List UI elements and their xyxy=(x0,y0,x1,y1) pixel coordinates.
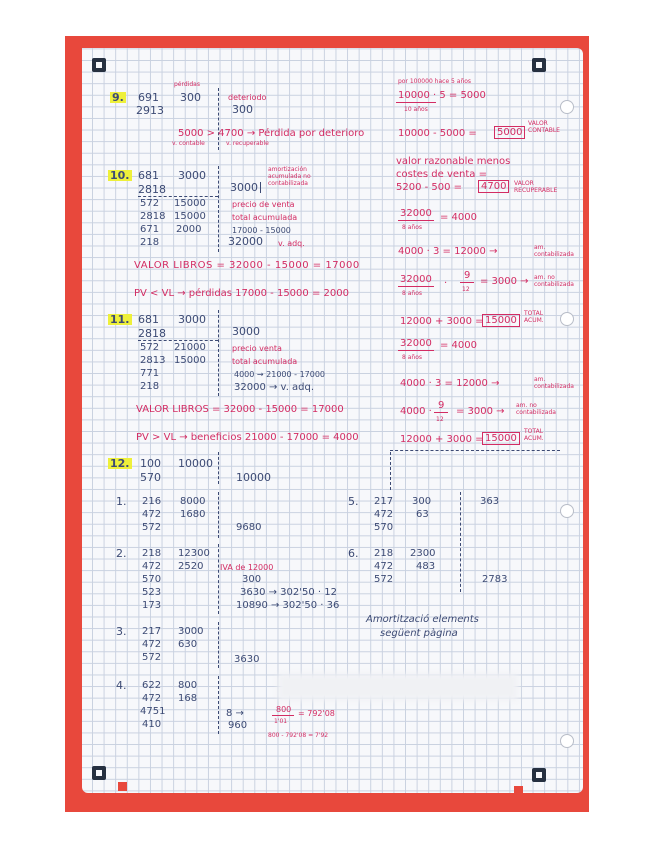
amount: 10000 xyxy=(178,457,213,470)
calculation: 4000 · 3 = 12000 → xyxy=(398,246,498,257)
fraction-denominator: 8 años xyxy=(402,224,423,231)
fraction-numerator: 9 xyxy=(438,400,445,411)
annotation: am. no contabilizada xyxy=(516,402,556,416)
amount: 12300 xyxy=(178,548,210,559)
annotation: am. contabilizada xyxy=(534,376,574,390)
exercise-number: 9. xyxy=(112,91,124,104)
amount: 2520 xyxy=(178,561,204,572)
fraction-bar xyxy=(460,282,474,283)
account-code: 218 xyxy=(140,237,160,248)
book-value-line: VALOR LIBROS = 32000 - 15000 = 17000 xyxy=(136,404,344,415)
fraction-bar xyxy=(272,715,294,716)
annotation: am. contabilizada xyxy=(534,244,574,258)
corner-mark-icon xyxy=(532,58,546,72)
fraction-denominator: 8 años xyxy=(402,290,423,297)
redacted-area xyxy=(278,674,518,700)
fraction-denominator: 1'01 xyxy=(274,718,288,725)
annotation: v. adq. xyxy=(278,239,305,248)
red-square-icon xyxy=(514,786,523,793)
grid-paper xyxy=(82,48,583,793)
annotation: amortización acumulada no contabilizada xyxy=(268,166,311,187)
annotation: costes de venta = xyxy=(396,169,487,180)
account-code: 472 xyxy=(142,509,162,520)
amount: 1680 xyxy=(180,509,206,520)
fraction-numerator: 32000 xyxy=(400,208,432,219)
t-account-divider xyxy=(218,676,219,734)
calculation: 5000 > 4700 → Pérdida por deterioro xyxy=(178,128,365,139)
calculation: 4000 · 3 = 12000 → xyxy=(400,378,500,389)
account-code: 218 xyxy=(140,381,160,392)
boxed-result: 4700 xyxy=(478,180,509,193)
annotation: deteriodo xyxy=(228,93,267,102)
calculation: 4000 · xyxy=(400,406,432,417)
exercise-number: 12. xyxy=(110,457,130,470)
amount: 3000 xyxy=(178,313,206,326)
calculation: 10000 - 5000 = xyxy=(398,128,477,139)
amount: 300 xyxy=(232,103,253,116)
amount: 3000 xyxy=(228,182,261,193)
account-code: 2818 xyxy=(140,211,166,222)
account-code: 217 xyxy=(374,496,394,507)
account-code: 570 xyxy=(374,522,394,533)
account-code: 472 xyxy=(142,693,162,704)
result-line: PV > VL → beneficios 21000 - 17000 = 4000 xyxy=(136,432,359,443)
annotation: VALOR CONTABLE xyxy=(528,120,560,134)
t-account-divider xyxy=(218,544,219,614)
entry-number: 6. xyxy=(348,547,359,560)
amount: 2300 xyxy=(410,548,436,559)
binder-hole xyxy=(560,312,574,326)
calculation: 8 → xyxy=(226,708,244,719)
account-code: 472 xyxy=(374,561,394,572)
amount: 3000 xyxy=(232,325,260,338)
red-square-icon xyxy=(118,782,127,791)
calculation: 4000 → 21000 - 17000 xyxy=(234,370,326,379)
divider xyxy=(390,450,560,451)
calculation: 10890 → 302'50 · 36 xyxy=(236,600,340,611)
boxed-result: 15000 xyxy=(482,432,520,445)
amount: 483 xyxy=(416,561,436,572)
amount: 10000 xyxy=(236,471,271,484)
exercise-number: 10. xyxy=(110,169,130,182)
annotation: precio venta xyxy=(232,344,282,353)
amount: 2783 xyxy=(482,574,508,585)
annotation: TOTAL ACUM. xyxy=(524,428,544,442)
annotation: total acumulada xyxy=(232,213,298,222)
annotation: VALOR RECUPERABLE xyxy=(514,180,558,194)
account-code: 671 xyxy=(140,224,160,235)
fraction-numerator: 800 xyxy=(276,705,292,714)
account-code: 523 xyxy=(142,587,162,598)
result-line: PV < VL → pérdidas 17000 - 15000 = 2000 xyxy=(134,288,349,299)
amount: 3000 xyxy=(178,169,206,182)
fraction-bar xyxy=(398,350,434,351)
account-code: 4751 xyxy=(140,706,166,717)
binder-hole xyxy=(560,100,574,114)
t-account-divider xyxy=(218,622,219,668)
account-code: 572 xyxy=(142,652,162,663)
binder-hole xyxy=(560,734,574,748)
calculation: 12000 + 3000 = xyxy=(400,316,484,327)
fraction-numerator: 9 xyxy=(464,270,471,281)
account-code: 2818 xyxy=(138,327,166,340)
fraction-denominator: 12 xyxy=(436,416,444,423)
t-account-divider xyxy=(218,310,219,396)
amount: 300 xyxy=(412,496,432,507)
divider xyxy=(390,452,391,490)
t-account-divider xyxy=(460,492,461,592)
account-code: 410 xyxy=(142,719,162,730)
account-code: 472 xyxy=(142,639,162,650)
fraction-bar xyxy=(398,220,434,221)
entry-number: 4. xyxy=(116,679,127,692)
amount: 32000 xyxy=(228,235,263,248)
amount: 363 xyxy=(480,496,500,507)
corner-mark-icon xyxy=(92,58,106,72)
divider xyxy=(138,196,218,197)
account-code: 2818 xyxy=(138,183,166,196)
calculation: = 4000 xyxy=(440,212,478,223)
calculation: 3630 → 302'50 · 12 xyxy=(240,587,338,598)
corner-mark-icon xyxy=(532,768,546,782)
t-account-divider xyxy=(218,452,219,484)
account-code: 472 xyxy=(142,561,162,572)
calculation: 32000 → v. adq. xyxy=(234,382,315,393)
amount: 300 xyxy=(242,574,262,585)
fraction-denominator: 8 años xyxy=(402,354,423,361)
annotation: IVA de 12000 xyxy=(220,563,274,572)
account-code: 217 xyxy=(142,626,162,637)
entry-number: 2. xyxy=(116,547,127,560)
annotation: total acumulada xyxy=(232,357,298,366)
annotation: precio de venta xyxy=(232,200,295,209)
amount: 960 xyxy=(228,720,248,731)
amount: 21000 xyxy=(174,342,206,353)
divider xyxy=(138,340,218,341)
calculation: = 4000 xyxy=(440,340,478,351)
account-code: 570 xyxy=(140,471,161,484)
t-account-divider xyxy=(218,166,219,252)
calculation: = 3000 → xyxy=(480,276,529,287)
account-code: 216 xyxy=(142,496,162,507)
entry-number: 5. xyxy=(348,495,359,508)
fraction-bar xyxy=(434,412,448,413)
amount: 2000 xyxy=(176,224,202,235)
account-code: 218 xyxy=(374,548,394,559)
fraction-denominator: 12 xyxy=(462,286,470,293)
amount: 15000 xyxy=(174,211,206,222)
note-text: Amortització elements xyxy=(366,614,479,625)
account-code: 218 xyxy=(142,548,162,559)
amount: 15000 xyxy=(174,198,206,209)
annotation: v. contable xyxy=(172,140,205,147)
calculation: = 3000 → xyxy=(456,406,505,417)
boxed-result: 15000 xyxy=(482,314,520,327)
amount: 3000 xyxy=(178,626,204,637)
account-code: 472 xyxy=(374,509,394,520)
entry-number: 3. xyxy=(116,625,127,638)
annotation: por 100000 hace 5 años xyxy=(398,78,472,85)
amount: 63 xyxy=(416,509,429,520)
entry-number: 1. xyxy=(116,495,127,508)
binder-hole xyxy=(560,504,574,518)
amount: 300 xyxy=(180,91,201,104)
annotation: valor razonable menos xyxy=(396,156,511,167)
calculation: 17000 - 15000 xyxy=(232,226,291,235)
boxed-result: 5000 xyxy=(494,126,525,139)
account-code: 622 xyxy=(142,680,162,691)
amount: 3630 xyxy=(234,654,260,665)
account-code: 572 xyxy=(374,574,394,585)
corner-mark-icon xyxy=(92,766,106,780)
fraction-bar xyxy=(398,286,434,287)
amount: 168 xyxy=(178,693,198,704)
account-code: 2813 xyxy=(140,355,166,366)
amount: 630 xyxy=(178,639,198,650)
note-text: següent pàgina xyxy=(380,628,458,639)
fraction-numerator: 32000 xyxy=(400,338,432,349)
account-code: 2913 xyxy=(136,104,164,117)
exercise-number: 11. xyxy=(110,313,130,326)
account-code: 572 xyxy=(142,522,162,533)
account-code: 681 xyxy=(138,313,159,326)
annotation: TOTAL ACUM. xyxy=(524,310,544,324)
amount: 8000 xyxy=(180,496,206,507)
t-account-divider xyxy=(218,88,219,150)
amount: 800 xyxy=(178,680,198,691)
book-value-line: VALOR LIBROS = 32000 - 15000 = 17000 xyxy=(134,260,360,271)
account-code: 691 xyxy=(138,91,159,104)
amount: 15000 xyxy=(174,355,206,366)
operator: · xyxy=(444,278,448,289)
calculation: 800 - 792'08 = 7'92 xyxy=(268,732,329,739)
account-code: 572 xyxy=(140,342,160,353)
account-code: 570 xyxy=(142,574,162,585)
calculation: 12000 + 3000 = xyxy=(400,434,484,445)
account-code: 572 xyxy=(140,198,160,209)
account-code: 771 xyxy=(140,368,160,379)
annotation: pérdidas xyxy=(174,81,200,88)
calculation: 10000 · 5 = 5000 xyxy=(398,90,486,101)
annotation: 10 años xyxy=(404,106,428,113)
calculation: 5200 - 500 = xyxy=(396,182,463,193)
calculation: = 792'08 xyxy=(298,709,335,718)
account-code: 173 xyxy=(142,600,162,611)
fraction-bar xyxy=(396,102,436,103)
annotation: am. no contabilizada xyxy=(534,274,574,288)
account-code: 100 xyxy=(140,457,161,470)
amount: 9680 xyxy=(236,522,262,533)
account-code: 681 xyxy=(138,169,159,182)
t-account-divider xyxy=(218,492,219,538)
fraction-numerator: 32000 xyxy=(400,274,432,285)
annotation: v. recuperable xyxy=(226,140,269,147)
